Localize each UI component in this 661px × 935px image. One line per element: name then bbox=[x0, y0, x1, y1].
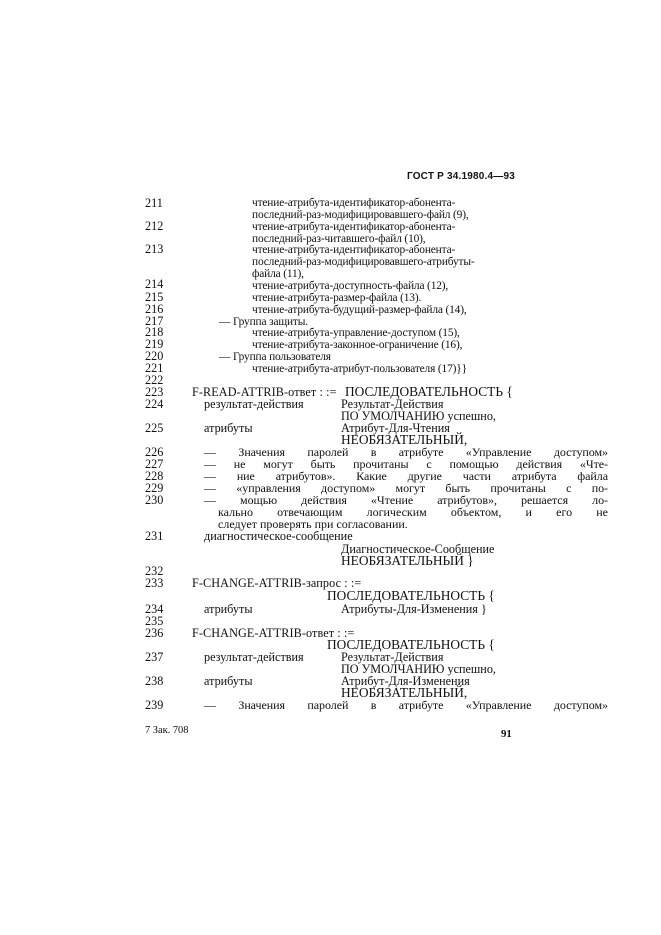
line-number: 227 bbox=[145, 457, 164, 471]
line-number: 223 bbox=[145, 385, 164, 399]
page-number: 91 bbox=[501, 728, 512, 740]
line-number: 228 bbox=[145, 469, 164, 483]
text-line: чтение-атрибута-идентификатор-абонента- bbox=[252, 221, 456, 233]
comment-line: — мощью действия «Чтение атрибутов», решается ло- bbox=[204, 493, 608, 507]
comment-line: — ние атрибутов». Какие другие части атрибута файла bbox=[204, 469, 608, 483]
line-number: 232 bbox=[145, 564, 164, 578]
text-line: атрибуты bbox=[204, 674, 253, 688]
line-number: 218 bbox=[145, 325, 164, 339]
line-number: 220 bbox=[145, 349, 164, 363]
text-line: чтение-атрибута-доступность-файла (12), bbox=[252, 280, 449, 292]
text-line: — Группа защиты. bbox=[219, 316, 308, 328]
text-line: атрибуты bbox=[204, 421, 253, 435]
line-number: 222 bbox=[145, 373, 164, 387]
line-number: 211 bbox=[145, 196, 163, 210]
text-line: Атрибут-Для-Изменения bbox=[341, 674, 470, 688]
text-line: последний-раз-читавшего-файл (10), bbox=[252, 233, 426, 245]
line-number: 216 bbox=[145, 302, 164, 316]
comment-line: кально отвечающим логическим объектом, и его не bbox=[218, 505, 608, 519]
text-line: — Группа пользователя bbox=[219, 351, 331, 363]
text-line: Диагностическое-Сообщение bbox=[341, 542, 495, 556]
text-line: F-READ-ATTRIB-ответ : := bbox=[192, 385, 337, 399]
footer-order-note: 7 Зак. 708 bbox=[145, 725, 189, 736]
comment-line: — Значения паролей в атрибуте «Управление доступом» bbox=[204, 698, 608, 712]
text-line: файла (11), bbox=[252, 268, 304, 280]
text-line: F-CHANGE-ATTRIB-ответ : := bbox=[192, 626, 355, 640]
text-line: чтение-атрибута-законное-ограничение (16), bbox=[252, 339, 463, 351]
comment-line: следует проверять при согласовании. bbox=[218, 517, 408, 531]
text-line: НЕОБЯЗАТЕЛЬНЫЙ, bbox=[341, 432, 468, 447]
comment-line: — «управления доступом» могут быть прочитаны с по- bbox=[204, 481, 608, 495]
page-header: ГОСТ Р 34.1980.4—93 bbox=[406, 171, 515, 182]
text-line: чтение-атрибута-атрибут-пользователя (17)}} bbox=[252, 363, 467, 375]
line-number: 213 bbox=[145, 242, 164, 256]
comment-line: — не могут быть прочитаны с помощью действия «Чте- bbox=[204, 457, 608, 471]
text-line: чтение-атрибута-размер-файла (13). bbox=[252, 292, 422, 304]
line-number: 238 bbox=[145, 674, 164, 688]
line-number: 230 bbox=[145, 493, 164, 507]
text-line: ПОСЛЕДОВАТЕЛЬНОСТЬ { bbox=[345, 384, 513, 399]
line-number: 219 bbox=[145, 337, 164, 351]
line-number: 215 bbox=[145, 290, 164, 304]
line-number: 225 bbox=[145, 421, 164, 435]
text-line: результат-действия bbox=[204, 397, 304, 411]
line-number: 224 bbox=[145, 397, 164, 411]
text-line: последний-раз-модифицировавшего-атрибуты- bbox=[252, 256, 475, 268]
text-line: диагностическое-сообщение bbox=[204, 529, 353, 543]
line-number: 217 bbox=[145, 314, 164, 328]
comment-line: — Значения паролей в атрибуте «Управление доступом» bbox=[204, 445, 608, 459]
text-line: результат-действия bbox=[204, 650, 304, 664]
text-line: чтение-атрибута-идентификатор-абонента- bbox=[252, 197, 456, 209]
line-number: 239 bbox=[145, 698, 164, 712]
text-line: ПО УМОЛЧАНИЮ успешно, bbox=[341, 409, 496, 423]
text-line: НЕОБЯЗАТЕЛЬНЫЙ, bbox=[341, 685, 468, 700]
text-line: Результат-Действия bbox=[341, 650, 444, 664]
text-line: чтение-атрибута-идентификатор-абонента- bbox=[252, 244, 456, 256]
text-line: чтение-атрибута-управление-доступом (15), bbox=[252, 327, 460, 339]
line-number: 235 bbox=[145, 614, 164, 628]
text-line: Результат-Действия bbox=[341, 397, 444, 411]
text-line: атрибуты bbox=[204, 602, 253, 616]
line-number: 236 bbox=[145, 626, 164, 640]
text-line: ПОСЛЕДОВАТЕЛЬНОСТЬ { bbox=[327, 588, 495, 603]
text-line: F-CHANGE-ATTRIB-запрос : := bbox=[192, 576, 362, 590]
line-number: 221 bbox=[145, 361, 164, 375]
text-line: Атрибуты-Для-Изменения } bbox=[341, 602, 487, 616]
line-number: 214 bbox=[145, 277, 164, 291]
text-line: чтение-атрибута-будущий-размер-файла (14), bbox=[252, 304, 467, 316]
text-line: Атрибут-Для-Чтения bbox=[341, 421, 450, 435]
line-number: 233 bbox=[145, 576, 164, 590]
text-line: НЕОБЯЗАТЕЛЬНЫЙ } bbox=[341, 553, 474, 568]
text-line: ПО УМОЛЧАНИЮ успешно, bbox=[341, 662, 496, 676]
line-number: 212 bbox=[145, 219, 164, 233]
text-line: последний-раз-модифицировавшего-файл (9), bbox=[252, 209, 469, 221]
line-number: 237 bbox=[145, 650, 164, 664]
text-line: ПОСЛЕДОВАТЕЛЬНОСТЬ { bbox=[327, 637, 495, 652]
line-number: 234 bbox=[145, 602, 164, 616]
line-number: 231 bbox=[145, 529, 164, 543]
line-number: 226 bbox=[145, 445, 164, 459]
line-number: 229 bbox=[145, 481, 164, 495]
